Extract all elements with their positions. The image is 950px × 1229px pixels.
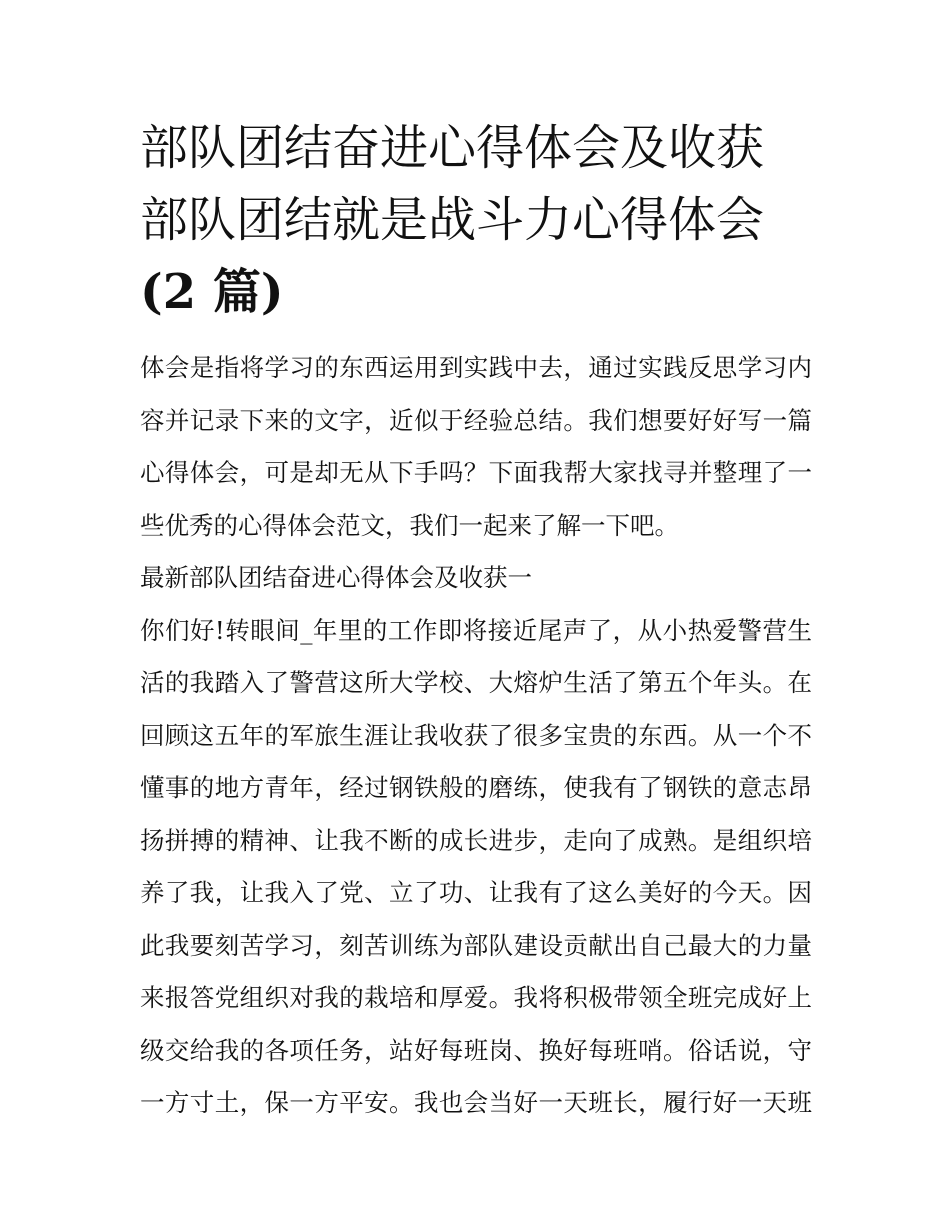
body-line: 体会是指将学习的东西运用到实践中去，通过实践反思学习内 — [140, 353, 812, 382]
body-line: 扬拼搏的精神、让我不断的成长进步，走向了成熟。是组织培 — [140, 825, 812, 855]
body-line: 来报答党组织对我的栽培和厚爱。我将积极带领全班完成好上 — [140, 983, 812, 1012]
document-content — [140, 112, 812, 1130]
title-line-2: 部队团结就是战斗力心得体会 — [140, 192, 765, 248]
body-line: 些优秀的心得体会范文，我们一起来了解一下吧。 — [140, 510, 679, 540]
body-line: 养了我，让我入了党、立了功、让我有了这么美好的今天。因 — [140, 878, 812, 907]
body-line: 你们好!转眼间_年里的工作即将接近尾声了，从小热爱警营生 — [140, 615, 812, 645]
body-line: 回顾这五年的军旅生涯让我收获了很多宝贵的东西。从一个不 — [140, 720, 812, 750]
title-line-1: 部队团结奋进心得体会及收获 — [140, 120, 765, 176]
body-line: 级交给我的各项任务，站好每班岗、换好每班哨。俗话说，守 — [140, 1035, 812, 1065]
body-line: 一方寸土，保一方平安。我也会当好一天班长，履行好一天班 — [140, 1088, 812, 1117]
body-line: 懂事的地方青年，经过钢铁般的磨练，使我有了钢铁的意志昂 — [140, 773, 812, 802]
body-line: 此我要刻苦学习，刻苦训练为部队建设贡献出自己最大的力量 — [140, 930, 812, 960]
body-line: 活的我踏入了警营这所大学校、大熔炉生活了第五个年头。在 — [140, 668, 812, 697]
title-line-3: (2 篇) — [140, 264, 284, 320]
document-title — [140, 112, 812, 328]
body-line: 容并记录下来的文字，近似于经验总结。我们想要好好写一篇 — [140, 405, 812, 435]
section-heading: 最新部队团结奋进心得体会及收获一 — [140, 563, 532, 592]
body-line: 心得体会，可是却无从下手吗？下面我帮大家找寻并整理了一 — [140, 458, 812, 487]
document-body — [140, 342, 812, 1130]
